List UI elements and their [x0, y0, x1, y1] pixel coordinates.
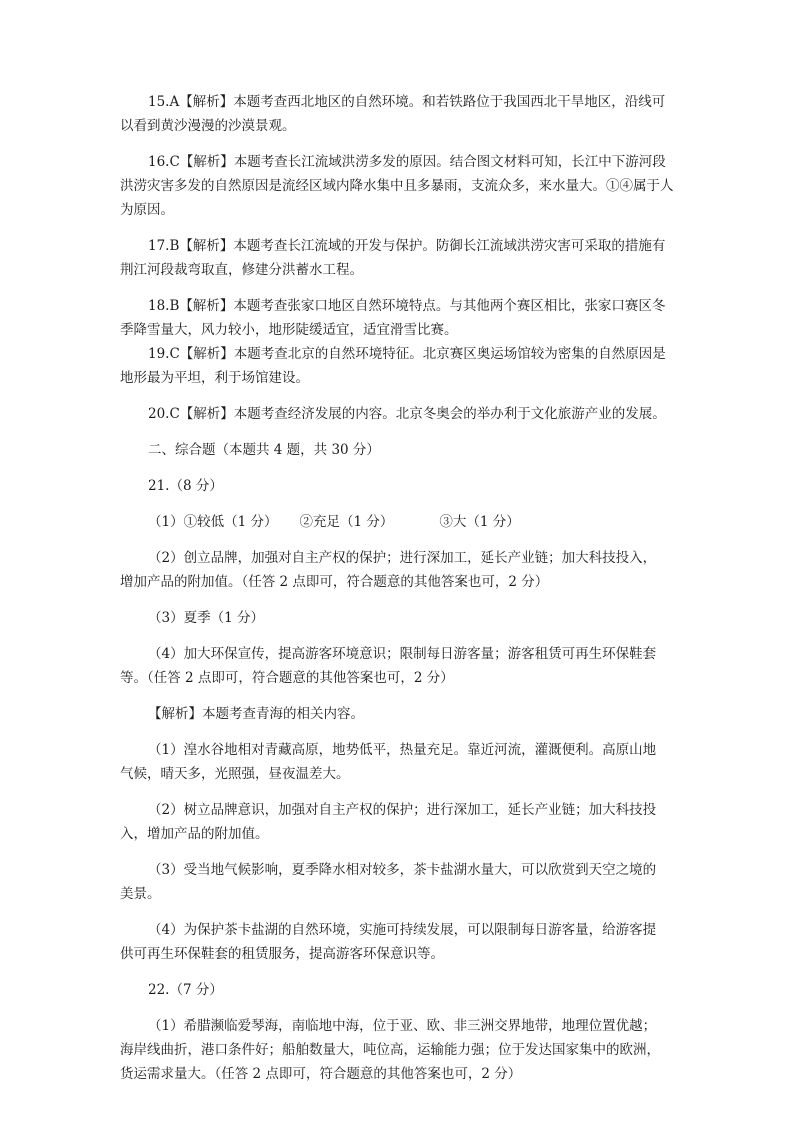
- question-22-heading: [120, 978, 680, 1002]
- text-line: 21.（8 分）: [148, 478, 223, 494]
- text-line: （2）树立品牌意识，加强对自主产权的保护；进行深加工，延长产业链；加大科技投: [148, 802, 657, 818]
- text-line: 荆江河段裁弯取直，修建分洪蓄水工程。: [120, 262, 363, 278]
- text-line: 22.（7 分）: [148, 982, 223, 998]
- text-line: （1）希腊濒临爱琴海，南临地中海，位于亚、欧、非三洲交界地带，地理位置优越；: [148, 1018, 657, 1034]
- analysis-21-part-3: [120, 858, 680, 906]
- answer-q15: [120, 90, 680, 138]
- section-heading: [120, 438, 680, 462]
- text-line: 20.C【解析】本题考查经济发展的内容。北京冬奥会的举办利于文化旅游产业的发展。: [148, 406, 666, 422]
- text-line: 15.A【解析】本题考查西北地区的自然环境。和若铁路位于我国西北干旱地区，沿线可: [148, 94, 666, 110]
- text-line: （2）创立品牌，加强对自主产权的保护；进行深加工，延长产业链；加大科技投入，: [148, 550, 657, 566]
- analysis-21-part-4: [120, 918, 680, 966]
- text-line: 16.C【解析】本题考查长江流域洪涝多发的原因。结合图文材料可知，长江中下游河段: [148, 154, 666, 170]
- answer-q16: [120, 150, 680, 222]
- text-line: 增加产品的附加值。（任答 2 点即可，符合题意的其他答案也可，2 分）: [120, 574, 549, 590]
- answer-21-part-3: [120, 606, 680, 630]
- text-line: 入，增加产品的附加值。: [120, 826, 269, 842]
- text-line: （3）夏季（1 分）: [148, 610, 264, 626]
- text-line: 气候，晴天多，光照强，昼夜温差大。: [120, 766, 350, 782]
- question-21-heading: [120, 474, 680, 498]
- text-line: 季降雪量大，风力较小，地形陡缓适宜，适宜滑雪比赛。: [120, 322, 458, 338]
- answer-q18: [120, 294, 680, 342]
- analysis-21-heading: [120, 702, 680, 726]
- text-line: 二、综合题（本题共 4 题，共 30 分）: [148, 442, 380, 458]
- answer-21-part-4: [120, 642, 680, 690]
- text-line: 海岸线曲折，港口条件好；船舶数量大，吨位高，运输能力强；位于发达国家集中的欧洲，: [120, 1042, 660, 1058]
- answer-sheet-page: [120, 90, 680, 1098]
- text-line: （3）受当地气候影响，夏季降水相对较多，茶卡盐湖水量大，可以欣赏到天空之境的: [148, 862, 657, 878]
- text-line: （4）加大环保宣传，提高游客环境意识；限制每日游客量；游客租赁可再生环保鞋套: [148, 646, 657, 662]
- answer-part: ③大（1 分）: [439, 514, 520, 530]
- text-line: （4）为保护茶卡盐湖的自然环境，实施可持续发展，可以限制每日游客量，给游客提: [148, 922, 657, 938]
- text-line: 美景。: [120, 886, 161, 902]
- analysis-21-part-1: [120, 738, 680, 786]
- answer-q19: [120, 342, 680, 390]
- text-line: 19.C【解析】本题考查北京的自然环境特征。北京赛区奥运场馆较为密集的自然原因是: [148, 346, 666, 362]
- text-line: 以看到黄沙漫漫的沙漠景观。: [120, 118, 296, 134]
- answer-q20: [120, 402, 680, 426]
- text-line: 【解析】本题考查青海的相关内容。: [148, 706, 364, 722]
- answer-part: ②充足（1 分）: [299, 514, 394, 530]
- answer-21-part-2: [120, 546, 680, 594]
- text-line: 18.B【解析】本题考查张家口地区自然环境特点。与其他两个赛区相比，张家口赛区冬: [148, 298, 666, 314]
- text-line: 供可再生环保鞋套的租赁服务，提高游客环保意识等。: [120, 946, 444, 962]
- answer-22-part-1: [120, 1014, 680, 1086]
- text-line: （1）湟水谷地相对青藏高原，地势低平，热量充足。靠近河流，灌溉便利。高原山地: [148, 742, 657, 758]
- text-line: 17.B【解析】本题考查长江流域的开发与保护。防御长江流域洪涝灾害可采取的措施有: [148, 238, 666, 254]
- answer-part: （1）①较低（1 分）: [148, 514, 278, 530]
- text-line: 等。（任答 2 点即可，符合题意的其他答案也可，2 分）: [120, 670, 454, 686]
- text-line: 地形最为平坦，利于场馆建设。: [120, 370, 309, 386]
- text-line: 洪涝灾害多发的自然原因是流经区域内降水集中且多暴雨，支流众多，来水量大。①④属于人: [120, 178, 674, 194]
- text-line: 为原因。: [120, 202, 174, 218]
- answer-q17: [120, 234, 680, 282]
- analysis-21-part-2: [120, 798, 680, 846]
- text-line: 货运需求量大。（任答 2 点即可，符合题意的其他答案也可，2 分）: [120, 1066, 522, 1082]
- answer-21-part-1: [120, 510, 680, 534]
